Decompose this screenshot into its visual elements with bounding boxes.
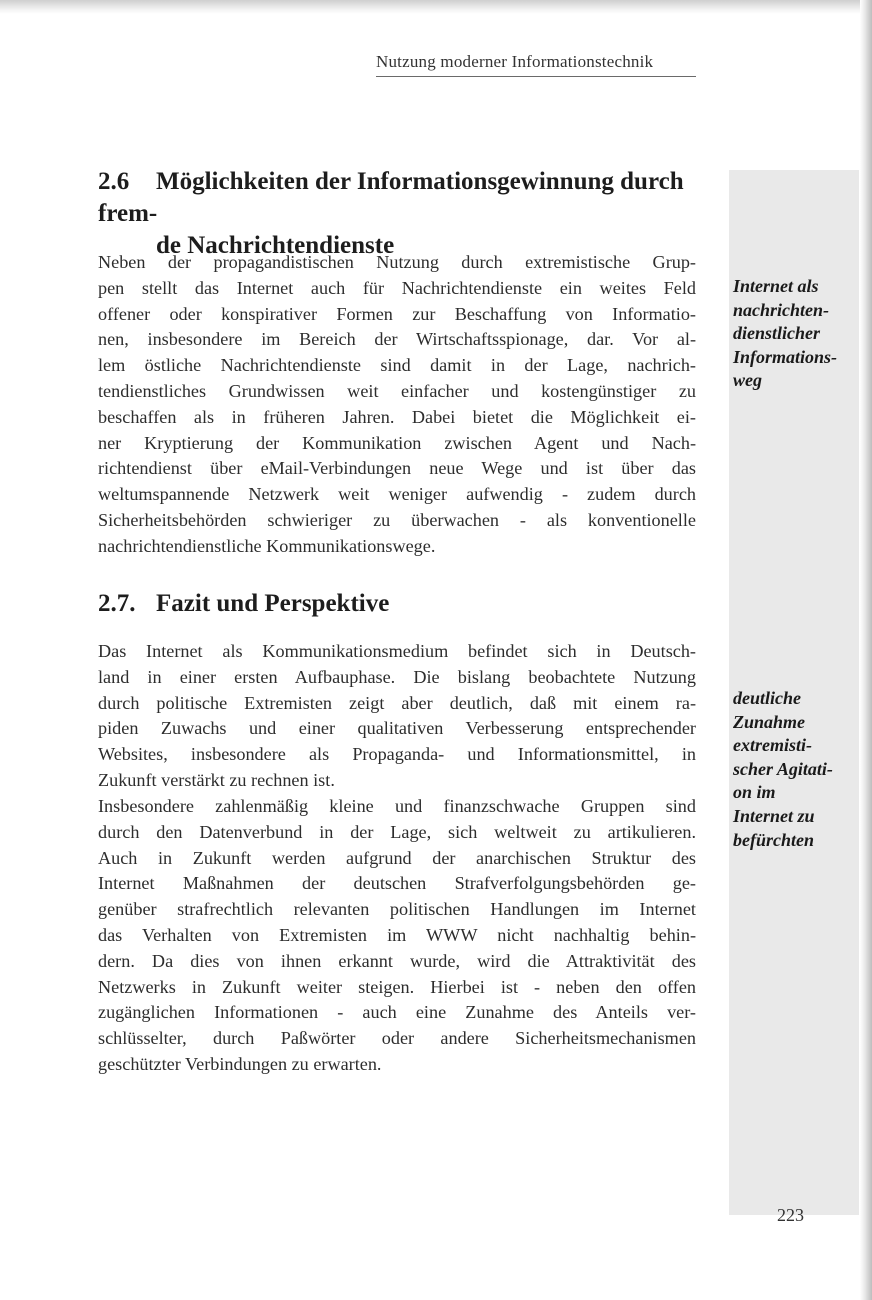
section-number: 2.7. <box>98 590 136 617</box>
margin-note-line: befürchten <box>733 829 814 850</box>
text-line: nen, insbesondere im Bereich der Wirtschaftsspionage, dar. Vor al- <box>98 329 696 350</box>
page-number: 223 <box>777 1205 804 1225</box>
text-line: lem östliche Nachrichtendienste sind damit in der Lage, nachrich- <box>98 355 696 376</box>
text-line: offener oder konspirativer Formen zur Beschaffung von Informatio- <box>98 303 696 324</box>
text-line: Internet Maßnahmen der deutschen Strafverfolgungsbehörden ge- <box>98 873 696 894</box>
text-line: Websites, insbesondere als Propaganda- und Informationsmittel, in <box>98 744 696 765</box>
text-line: Zukunft verstärkt zu rechnen ist. <box>98 769 335 790</box>
text-line: tendienstliches Grundwissen weit einfacher und kostengünstiger zu <box>98 380 696 401</box>
running-header: Nutzung moderner Informationstechnik <box>376 52 654 71</box>
margin-note-line: deutliche <box>733 688 801 708</box>
section-title-line: de Nachrichtendienste <box>156 232 395 259</box>
text-line: das Verhalten von Extremisten im WWW nicht nachhaltig behin- <box>98 924 696 945</box>
margin-note-2-7 <box>733 687 861 852</box>
paragraph-2-7-b <box>98 794 696 1078</box>
text-line: durch politische Extremisten zeigt aber deutlich, daß mit einem ra- <box>98 692 696 713</box>
text-line: Auch in Zukunft werden aufgrund der anarchischen Struktur des <box>98 847 696 868</box>
section-title-line: Fazit und Perspektive <box>156 590 390 617</box>
text-line: Netzwerks in Zukunft weiter steigen. Hierbei ist - neben den offen <box>98 976 696 997</box>
text-line: beschaffen als in früheren Jahren. Dabei bietet die Möglichkeit ei- <box>98 406 696 427</box>
text-line: piden Zuwachs und einer qualitativen Verbesserung entsprechender <box>98 718 696 739</box>
margin-note-line: on im <box>733 782 776 803</box>
text-line: richtendienst über eMail-Verbindungen neue Wege und ist über das <box>98 458 696 479</box>
margin-note-line: weg <box>733 370 762 391</box>
margin-note-line: Zunahme <box>733 711 806 732</box>
text-line: Das Internet als Kommunikationsmedium befindet sich in Deutsch- <box>98 641 696 661</box>
text-line: Insbesondere zahlenmäßig kleine und finanzschwache Gruppen sind <box>98 796 696 816</box>
text-line: Sicherheitsbehörden schwieriger zu überwachen - als konventionelle <box>98 509 696 530</box>
margin-note-2-6 <box>733 275 861 393</box>
text-line: genüber strafrechtlich relevanten politischen Handlungen im Internet <box>98 899 696 920</box>
section-number: 2.6 <box>98 168 130 195</box>
text-line: dern. Da dies von ihnen erkannt wurde, wird die Attraktivität des <box>98 950 696 971</box>
text-line: geschützter Verbindungen zu erwarten. <box>98 1053 382 1074</box>
section-heading-2-7 <box>98 588 718 620</box>
margin-note-line: Internet zu <box>733 805 815 826</box>
text-line: ner Kryptierung der Kommunikation zwischen Agent und Nach- <box>98 432 696 453</box>
margin-note-line: nachrichten- <box>733 299 830 320</box>
text-line: durch den Datenverbund in der Lage, sich weltweit zu artikulieren. <box>98 821 696 842</box>
margin-note-line: dienstlicher <box>733 323 821 344</box>
text-line: pen stellt das Internet auch für Nachrichtendienste ein weites Feld <box>98 277 696 298</box>
header-rule <box>376 76 696 77</box>
text-line: Neben der propagandistischen Nutzung durch extremistische Grup- <box>98 252 696 272</box>
paragraph-2-7-a <box>98 639 696 794</box>
section-heading-2-6 <box>98 166 718 262</box>
text-line: schlüsselter, durch Paßwörter oder andere Sicherheitsmechanismen <box>98 1028 696 1049</box>
page-edge-shadow <box>0 0 872 14</box>
paragraph-2-6 <box>98 250 696 560</box>
text-line: weltumspannende Netzwerk weit weniger aufwendig - zudem durch <box>98 484 696 505</box>
text-line: nachrichtendienstliche Kommunikationswege. <box>98 535 436 556</box>
margin-note-line: scher Agitati- <box>733 758 833 779</box>
margin-note-line: Informations- <box>733 346 838 367</box>
section-title-line: Möglichkeiten der Informationsgewinnung durch frem- <box>98 168 684 227</box>
text-line: zugänglichen Informationen - auch eine Zunahme des Anteils ver- <box>98 1002 696 1023</box>
text-line: land in einer ersten Aufbauphase. Die bislang beobachtete Nutzung <box>98 666 696 687</box>
margin-note-line: Internet als <box>733 276 819 296</box>
margin-note-line: extremisti- <box>733 735 812 756</box>
page-gutter-shadow <box>860 0 872 1300</box>
